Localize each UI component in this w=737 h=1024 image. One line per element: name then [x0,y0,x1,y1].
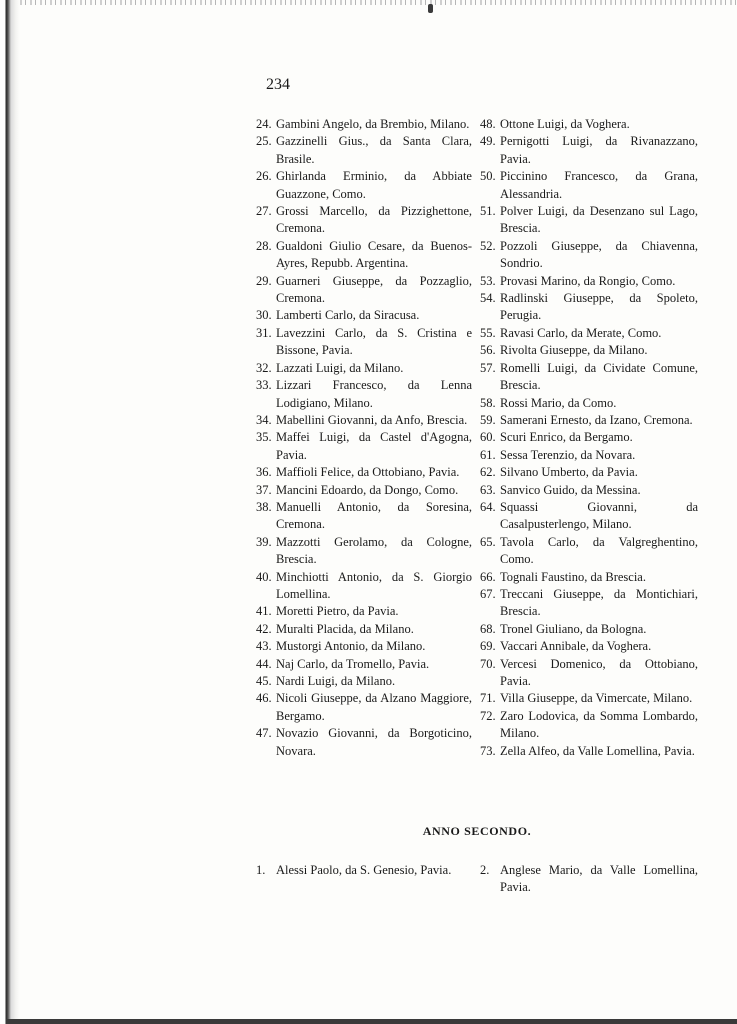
list-item [480,273,698,290]
entry-text: Mustorgi Antonio, da Milano. [276,639,426,654]
entry-text: Mancini Edoardo, da Dongo, Como. [276,482,459,497]
entry-text: Tognali Faustino, da Brescia. [500,569,646,584]
entry-text: Lizzari Francesco, da Lenna Lodigiano, Milano. [276,378,472,410]
list-item [480,862,698,897]
entry-number: 47. [256,726,272,741]
list-item [480,447,698,464]
list-item [480,534,698,569]
entry-number: 44. [256,656,272,671]
entry-text: Gualdoni Giulio Cesare, da Buenos-Ayres, Repubb. Argentina. [276,238,472,271]
entry-number: 68. [480,621,496,636]
list-item [480,168,698,203]
entry-number: 36. [256,465,272,480]
list-item [256,168,472,203]
entry-text: Mazzotti Gerolamo, da Cologne, Brescia. [276,534,472,567]
list-item [256,673,472,690]
entry-number: 69. [480,639,496,654]
entry-number: 24. [256,117,272,131]
entry-text: Novazio Giovanni, da Borgoticino, Novara. [276,726,472,758]
list-item [480,116,698,133]
book-binding-shadow [0,0,20,1024]
entry-text: Nardi Luigi, da Milano. [276,674,396,688]
entry-number: 49. [480,134,496,149]
entry-text: Vaccari Annibale, da Voghera. [500,639,652,654]
entry-number: 29. [256,273,272,288]
entry-number: 70. [480,656,496,671]
list-item [480,133,698,168]
entry-text: Zella Alfeo, da Valle Lomellina, Pavia. [500,743,695,758]
entry-number: 71. [480,691,496,706]
entry-number: 40. [256,569,272,584]
entry-number: 34. [256,412,272,427]
entry-number: 42. [256,621,272,636]
page-top-edge [20,0,737,5]
entry-text: Villa Giuseppe, da Vimercate, Milano. [500,691,693,706]
entry-number: 30. [256,308,272,323]
entry-number: 59. [480,412,496,427]
entry-number: 27. [256,204,272,219]
entry-number: 55. [480,325,496,340]
list-item [256,238,472,273]
entry-text: Silvano Umberto, da Pavia. [500,465,638,480]
list-item [256,116,472,133]
entry-text: Ghirlanda Erminio, da Abbiate Guazzone, Como. [276,169,472,201]
list-item [480,395,698,412]
entry-text: Samerani Ernesto, da Izano, Cremona. [500,412,693,427]
entry-text: Guarneri Giuseppe, da Pozzaglio, Cremona. [276,273,472,306]
list-item [256,638,472,655]
entry-number: 48. [480,117,496,131]
list-item [256,534,472,569]
entry-number: 57. [480,360,496,375]
entry-text: Ottone Luigi, da Voghera. [500,117,630,131]
entry-number: 63. [480,482,496,497]
entry-text: Minchiotti Antonio, da S. Giorgio Lomellina. [276,569,472,601]
entry-number: 64. [480,499,496,514]
list-item [480,429,698,446]
entry-number: 25. [256,134,272,149]
entry-number: 31. [256,325,272,340]
entry-number: 62. [480,465,496,480]
entry-text: Pernigotti Luigi, da Rivanazzano, Pavia. [500,134,698,166]
list-item [480,464,698,481]
list-item [480,203,698,238]
entry-text: Treccani Giuseppe, da Montichiari, Brescia. [500,586,698,619]
list-item [480,412,698,429]
entry-text: Provasi Marino, da Rongio, Como. [500,273,676,288]
entry-text: Gazzinelli Gius., da Santa Clara, Brasile. [276,134,472,166]
list-item [256,429,472,464]
entry-text: Vercesi Domenico, da Ottobiano, Pavia. [500,656,698,688]
entry-text: Tronel Giuliano, da Bologna. [500,621,647,636]
list-item [256,569,472,604]
page-bottom-edge [6,1019,737,1024]
entry-number: 56. [480,343,496,358]
list-item [480,325,698,342]
section-heading: ANNO SECONDO. [422,824,532,838]
list-item [480,238,698,273]
entry-number: 67. [480,586,496,601]
entry-text: Grossi Marcello, da Pizzighettone, Cremona. [276,204,472,236]
entry-number: 65. [480,534,496,549]
list-item [480,708,698,743]
list-right-column [480,116,698,760]
entry-number: 66. [480,569,496,584]
entry-text: Gambini Angelo, da Brembio, Milano. [276,117,470,131]
list-second-year-right [480,862,698,897]
entry-text: Sessa Terenzio, da Novara. [500,447,636,462]
entry-text: Romelli Luigi, da Cividate Comune, Brescia. [500,360,698,393]
list-item [480,690,698,707]
entry-number: 73. [480,743,496,758]
entry-text: Pozzoli Giuseppe, da Chiavenna, Sondrio. [500,238,698,271]
list-item [256,273,472,308]
entry-text: Anglese Mario, da Valle Lomellina, Pavia. [500,863,698,895]
entry-text: Naj Carlo, da Tromello, Pavia. [276,656,430,671]
list-item [256,499,472,534]
list-item [256,377,472,412]
entry-number: 61. [480,447,496,462]
entry-text: Rivolta Giuseppe, da Milano. [500,343,648,358]
list-item [256,412,472,429]
list-item [256,307,472,324]
entry-number: 2. [480,863,490,877]
entry-number: 53. [480,273,496,288]
list-item [256,603,472,620]
entry-text: Maffei Luigi, da Castel d'Agogna, Pavia. [276,430,472,462]
list-item [480,621,698,638]
list-item [480,290,698,325]
entry-text: Zaro Lodovica, da Somma Lombardo, Milano. [500,708,698,741]
entry-number: 58. [480,395,496,410]
entry-number: 28. [256,238,272,253]
list-item [256,325,472,360]
ink-mark [428,4,433,13]
entry-number: 52. [480,238,496,253]
entry-number: 1. [256,863,266,877]
list-item [480,482,698,499]
list-item [480,499,698,534]
list-item [480,656,698,691]
entry-text: Ravasi Carlo, da Merate, Como. [500,325,662,340]
entry-text: Maffioli Felice, da Ottobiano, Pavia. [276,465,460,480]
entry-text: Moretti Pietro, da Pavia. [276,604,399,619]
entry-number: 72. [480,708,496,723]
list-item [256,464,472,481]
list-left-column [256,116,472,760]
entry-number: 35. [256,430,272,445]
entry-number: 32. [256,360,272,375]
list-item [256,621,472,638]
entry-number: 33. [256,378,272,393]
entry-number: 43. [256,639,272,654]
entry-number: 46. [256,691,272,706]
entry-text: Lazzati Luigi, da Milano. [276,360,404,375]
entry-number: 38. [256,499,272,514]
list-item [480,743,698,760]
list-item [480,360,698,395]
entry-number: 51. [480,204,496,219]
list-item [480,586,698,621]
entry-text: Alessi Paolo, da S. Genesio, Pavia. [276,863,452,877]
entry-number: 60. [480,430,496,445]
entry-number: 50. [480,169,496,184]
entry-number: 54. [480,291,496,306]
entry-text: Sanvico Guido, da Messina. [500,482,641,497]
entry-text: Manuelli Antonio, da Soresina, Cremona. [276,499,472,532]
entry-text: Radlinski Giuseppe, da Spoleto, Perugia. [500,291,698,323]
entry-text: Lamberti Carlo, da Siracusa. [276,308,420,323]
entry-text: Lavezzini Carlo, da S. Cristina e Bissone, Pavia. [276,325,472,358]
list-item [480,342,698,359]
entry-number: 39. [256,534,272,549]
page-number: 234 [266,76,290,93]
list-item [256,862,472,879]
entry-number: 41. [256,604,272,619]
list-item [256,482,472,499]
entry-text: Rossi Mario, da Como. [500,395,617,410]
list-item [256,133,472,168]
list-item [256,725,472,760]
list-second-year-left [256,862,472,879]
list-item [256,203,472,238]
list-item [480,569,698,586]
list-item [256,360,472,377]
list-item [480,638,698,655]
entry-text: Scuri Enrico, da Bergamo. [500,430,633,445]
entry-text: Squassi Giovanni, da Casalpusterlengo, Milano. [500,499,698,532]
entry-number: 37. [256,482,272,497]
entry-text: Tavola Carlo, da Valgreghentino, Como. [500,534,698,567]
list-item [256,690,472,725]
entry-text: Polver Luigi, da Desenzano sul Lago, Brescia. [500,204,698,236]
entry-number: 26. [256,169,272,184]
list-item [256,656,472,673]
entry-text: Nicoli Giuseppe, da Alzano Maggiore, Bergamo. [276,691,472,723]
entry-number: 45. [256,674,272,688]
entry-text: Mabellini Giovanni, da Anfo, Brescia. [276,412,468,427]
entry-text: Piccinino Francesco, da Grana, Alessandria. [500,169,698,201]
entry-text: Muralti Placida, da Milano. [276,621,414,636]
